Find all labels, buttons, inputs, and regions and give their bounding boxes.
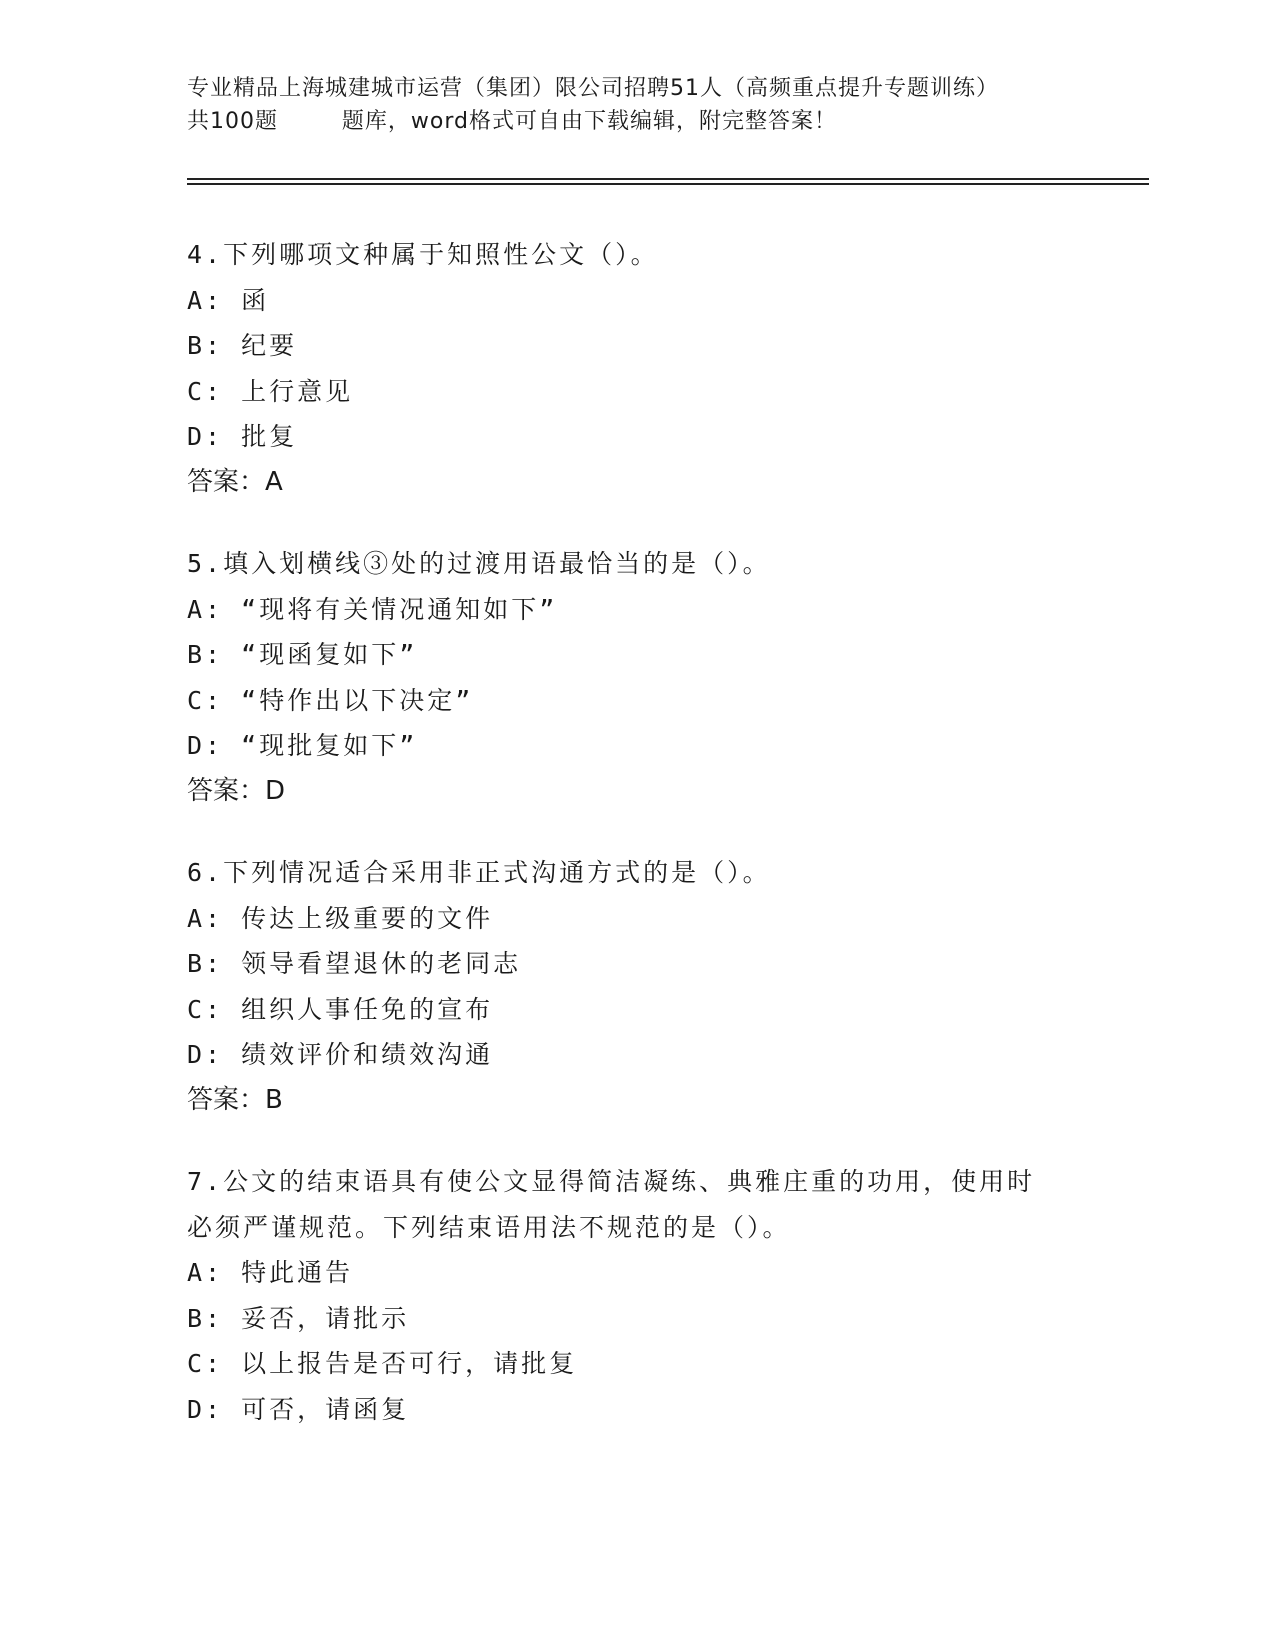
question-stem: 6.下列情况适合采用非正式沟通方式的是（）。 [187,858,771,887]
question-6 [187,850,1087,1123]
question-stem: 7.公文的结束语具有使公文显得简洁凝练、典雅庄重的功用，使用时 [187,1167,1036,1196]
document-header [187,72,1087,138]
header-divider-top [187,178,1149,180]
option-a: A: 特此通告 [187,1258,354,1287]
answer: 答案：D [187,775,286,806]
answer: 答案：A [187,466,283,497]
option-c: C: 上行意见 [187,376,354,406]
option-c: C: 以上报告是否可行，请批复 [187,1349,578,1378]
option-a: A: 传达上级重要的文件 [187,903,494,933]
question-stem: 4.下列哪项文种属于知照性公文（）。 [187,240,659,269]
question-stem: 5.填入划横线③处的过渡用语最恰当的是（）。 [187,549,771,578]
option-c: C: 组织人事任免的宣布 [187,994,494,1024]
question-4 [187,232,1087,505]
option-d: D: “现批复如下” [187,731,418,760]
question-stem-continued: 必须严谨规范。下列结束语用法不规范的是（）。 [187,1212,791,1242]
option-c: C: “特作出以下决定” [187,685,474,715]
option-b: B: 妥否，请批示 [187,1303,410,1333]
option-b: B: 纪要 [187,331,298,360]
question-list [187,232,1087,1468]
question-5 [187,541,1087,814]
option-a: A: 函 [187,285,270,315]
option-b: B: 领导看望退休的老同志 [187,949,522,978]
question-7 [187,1159,1087,1432]
option-d: D: 绩效评价和绩效沟通 [187,1040,494,1069]
option-d: D: 可否，请函复 [187,1394,410,1424]
header-title-line-1: 专业精品上海城建城市运营（集团）限公司招聘51人（高频重点提升专题训练） [187,76,999,101]
header-divider-bottom [187,183,1149,185]
option-a: A: “现将有关情况通知如下” [187,594,558,624]
answer: 答案：B [187,1084,283,1115]
header-title-line-2: 共100题 题库，word格式可自由下载编辑，附完整答案！ [187,109,838,134]
option-b: B: “现函复如下” [187,640,418,669]
option-d: D: 批复 [187,422,298,451]
